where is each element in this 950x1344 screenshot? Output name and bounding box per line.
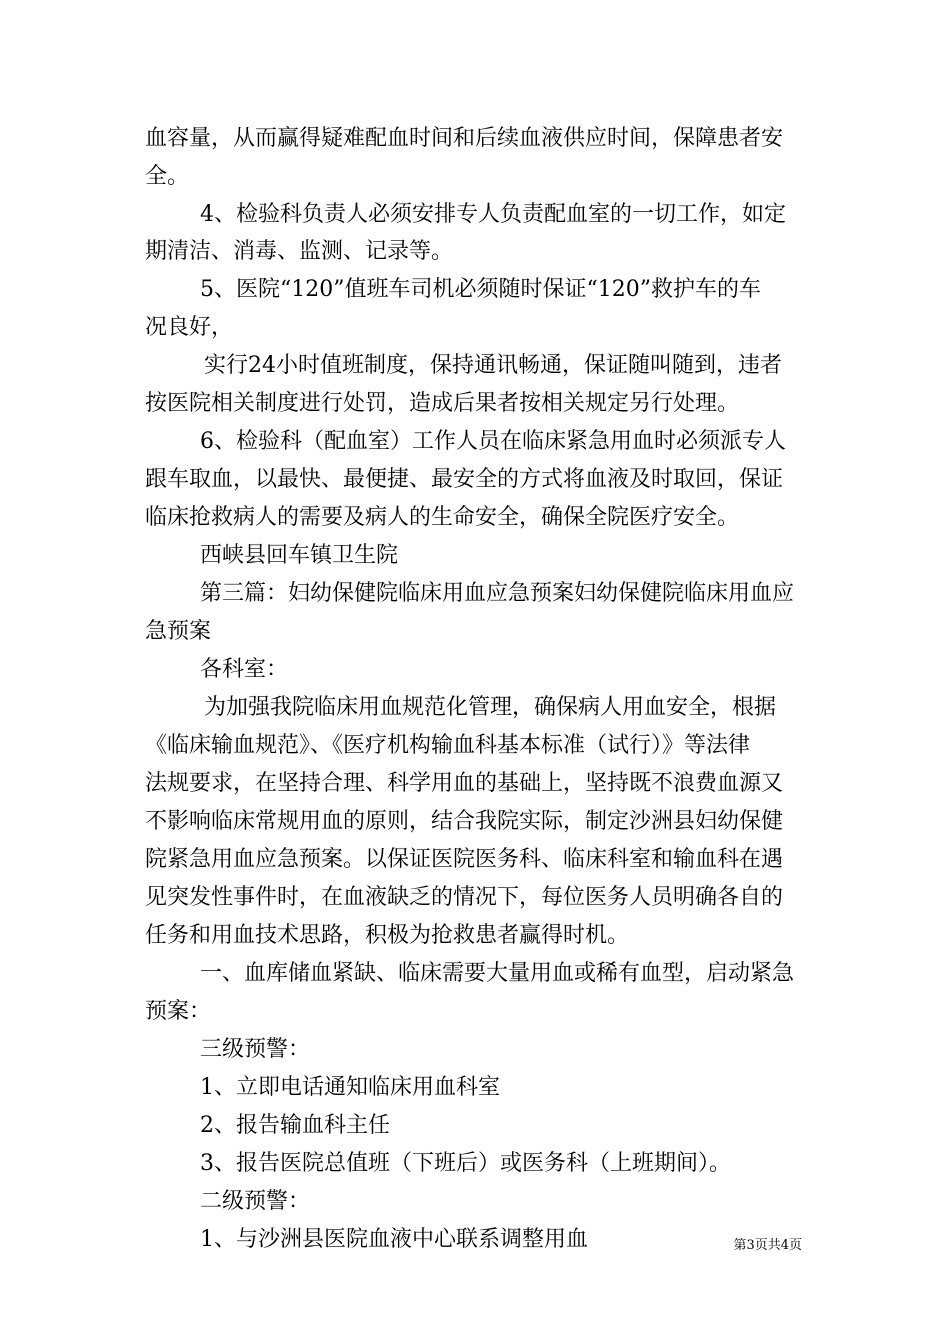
list-item: 1、与沙洲县医院血液中心联系调整用血: [200, 1227, 588, 1252]
text-line: 全。: [145, 164, 190, 189]
text-line: 一、血库储血紧缺、临床需要大量用血或稀有血型，启动紧急: [200, 961, 795, 986]
text-line: 血容量，从而赢得疑难配血时间和后续血液供应时间，保障患者安: [145, 126, 784, 151]
alert-level-heading: 三级预警：: [200, 1037, 311, 1062]
text-line: 临床抢救病人的需要及病人的生命安全，确保全院医疗安全。: [145, 505, 740, 530]
section-title: 第三篇：妇幼保健院临床用血应急预案妇幼保健院临床用血应: [200, 581, 795, 606]
text-line: 况良好，: [145, 315, 234, 340]
text-line: 不影响临床常规用血的原则，结合我院实际，制定沙洲县妇幼保健: [145, 809, 784, 834]
list-item: 3、报告医院总值班（下班后）或医务科（上班期间）。: [200, 1151, 731, 1176]
text-line: 为加强我院临床用血规范化管理，确保病人用血安全，根据: [204, 695, 777, 720]
text-line: 4、检验科负责人必须安排专人负责配血室的一切工作，如定: [200, 202, 786, 227]
section-title-cont: 急预案: [145, 619, 212, 644]
text-line: 期清洁、消毒、监测、记录等。: [145, 239, 454, 264]
text-line: 预案：: [145, 999, 212, 1024]
text-line: 5、医院“120”值班车司机必须随时保证“120”救护车的车: [200, 277, 761, 302]
text-line: 跟车取血，以最快、最便捷、最安全的方式将血液及时取回，保证: [145, 467, 784, 492]
alert-level-heading: 二级预警：: [200, 1189, 311, 1214]
text-line: 《临床输血规范》、《医疗机构输血科基本标准（试行）》等法律: [145, 733, 751, 758]
list-item: 1、立即电话通知临床用血科室: [200, 1075, 500, 1100]
text-line: 见突发性事件时，在血液缺乏的情况下，每位医务人员明确各自的: [145, 885, 784, 910]
text-line: 6、检验科（配血室）工作人员在临床紧急用血时必须派专人: [200, 429, 786, 454]
salutation: 各科室：: [200, 657, 289, 682]
signature-line: 西峡县回车镇卫生院: [200, 543, 399, 568]
text-line: 法规要求，在坚持合理、科学用血的基础上，坚持既不浪费血源又: [145, 771, 784, 796]
page-number: 第3页共4页: [733, 1238, 802, 1253]
text-line: 按医院相关制度进行处罚，造成后果者按相关规定另行处理。: [145, 391, 740, 416]
text-line: 院紧急用血应急预案。以保证医院医务科、临床科室和输血科在遇: [145, 847, 784, 872]
text-line: 任务和用血技术思路，积极为抢救患者赢得时机。: [145, 923, 630, 948]
text-line: 实行24小时值班制度，保持通讯畅通，保证随叫随到，违者: [204, 353, 782, 378]
list-item: 2、报告输血科主任: [200, 1113, 390, 1138]
